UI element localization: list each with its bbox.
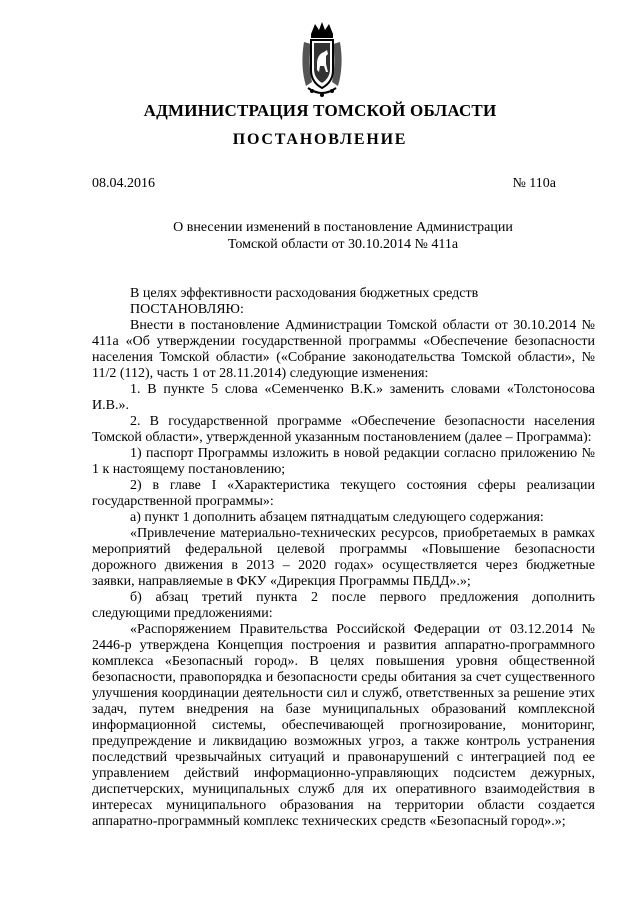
- coat-of-arms-icon: [298, 20, 346, 100]
- body-paragraph: а) пункт 1 дополнить абзацем пятнадцатым следующего содержания:: [130, 510, 544, 525]
- body-paragraph: 1) паспорт Программы изложить в новой редакции согласно приложению № 1 к настоящему постановлению;: [92, 446, 595, 477]
- body-paragraph: «Распоряжением Правительства Российской Федерации от 03.12.2014 № 2446-р утверждена Концепция построения и развития аппаратно-программного комплекса «Безопасный город». В целях повышения уровня общественной безопасности, правопорядка и безопасности среды обитания за счет существенного улучшения координации деятельности сил и служб, ответственных за решение этих задач, путем внедрения на базе муниципальных образований комплексной информационной системы, обеспечивающей прогнозирование, мониторинг, предупреждение и ликвидацию возможных угроз, а также контроль устранения последствий чрезвычайных ситуаций и правонарушений с интеграцией под ее управлением действий информационно-управляющих подсистем дежурных, диспетчерских, муниципальных служб для их оперативного взаимодействия в интересах муниципального образования на территории области создается аппаратно-программный комплекс технических средств «Безопасный город».»;: [92, 622, 595, 829]
- body-paragraph: 2) в главе I «Характеристика текущего состояния сферы реализации государственной программы»:: [92, 478, 595, 509]
- body-paragraph: 2. В государственной программе «Обеспечение безопасности населения Томской области», утвержденной указанным постановлением (далее – Программа):: [92, 414, 595, 445]
- body-paragraph: «Привлечение материально-технических ресурсов, приобретаемых в рамках мероприятий федеральной целевой программы «Повышение безопасности дорожного движения в 2013 – 2020 годах» осуществляется через бюджетные заявки, направляемые в ФКУ «Дирекция Программы ПБДД».»;: [92, 526, 595, 589]
- body-paragraph: б) абзац третий пункта 2 после первого предложения дополнить следующими предложениями:: [92, 590, 595, 621]
- resolution-keyword: ПОСТАНОВЛЯЮ:: [130, 302, 244, 317]
- subject-line: Томской области от 30.10.2014 № 411а: [227, 237, 459, 252]
- document-body: [92, 286, 595, 830]
- document-date: 08.04.2016: [92, 176, 155, 191]
- body-paragraph: Внести в постановление Администрации Томской области от 30.10.2014 № 411а «Об утверждении государственной программы «Обеспечение безопасности населения Томской области» («Собрание законодательства Томской области», № 11/2 (112), часть 1 от 28.11.2014) следующие изменения:: [92, 318, 595, 381]
- body-paragraph: В целях эффективности расходования бюджетных средств: [130, 286, 479, 301]
- document-number: № 110а: [512, 176, 556, 191]
- document-type-title: ПОСТАНОВЛЕНИЕ: [232, 131, 408, 148]
- subject-line: О внесении изменений в постановление Администрации: [173, 220, 513, 235]
- document-subject: [92, 219, 594, 253]
- body-paragraph: 1. В пункте 5 слова «Семенченко В.К.» заменить словами «Толстоносова И.В.».: [92, 382, 595, 413]
- organization-title: АДМИНИСТРАЦИЯ ТОМСКОЙ ОБЛАСТИ: [143, 101, 497, 120]
